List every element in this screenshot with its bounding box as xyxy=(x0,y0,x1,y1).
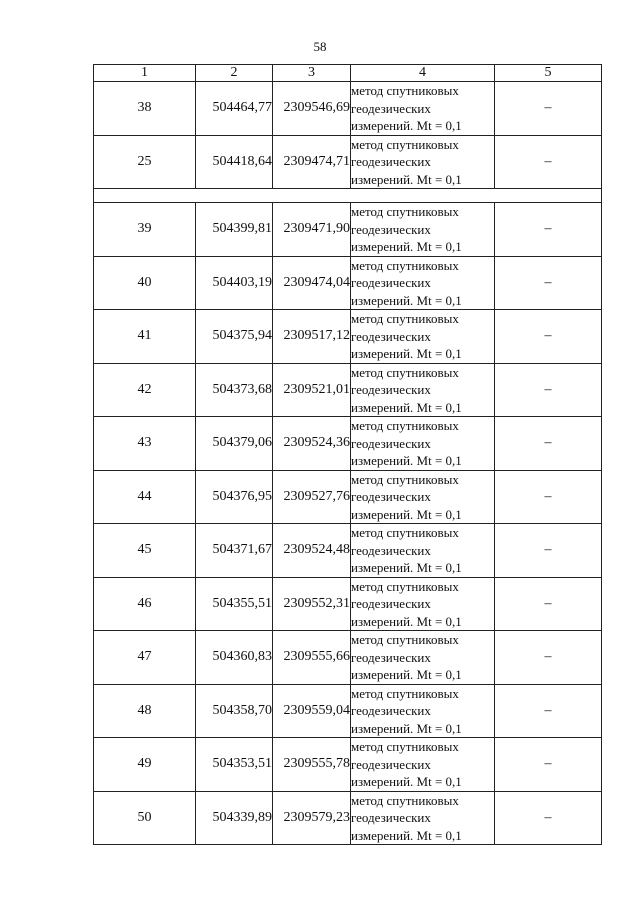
column5-cell: – xyxy=(495,470,602,524)
x-coordinate-cell: 504379,06 xyxy=(196,417,273,471)
method-cell: метод спутниковых геодезических измерений. Mt = 0,1 xyxy=(351,417,495,471)
x-coordinate-cell: 504418,64 xyxy=(196,135,273,189)
column5-cell: – xyxy=(495,256,602,310)
column5-cell: – xyxy=(495,631,602,685)
x-coordinate-cell: 504358,70 xyxy=(196,684,273,738)
y-coordinate-cell: 2309559,04 xyxy=(273,684,351,738)
table-row xyxy=(94,470,602,524)
point-number-cell: 40 xyxy=(94,256,196,310)
y-coordinate-cell: 2309471,90 xyxy=(273,203,351,257)
method-cell: метод спутниковых геодезических измерений. Mt = 0,1 xyxy=(351,791,495,845)
column5-cell: – xyxy=(495,684,602,738)
table-row xyxy=(94,363,602,417)
table-row xyxy=(94,738,602,792)
header-cell: 1 xyxy=(94,65,196,82)
point-number-cell: 42 xyxy=(94,363,196,417)
table-row xyxy=(94,135,602,189)
x-coordinate-cell: 504371,67 xyxy=(196,524,273,578)
y-coordinate-cell: 2309524,48 xyxy=(273,524,351,578)
page-number: 58 xyxy=(313,39,327,54)
table-row xyxy=(94,577,602,631)
y-coordinate-cell: 2309546,69 xyxy=(273,82,351,136)
y-coordinate-cell: 2309517,12 xyxy=(273,310,351,364)
column5-cell: – xyxy=(495,310,602,364)
y-coordinate-cell: 2309552,31 xyxy=(273,577,351,631)
y-coordinate-cell: 2309521,01 xyxy=(273,363,351,417)
table-row xyxy=(94,417,602,471)
x-coordinate-cell: 504464,77 xyxy=(196,82,273,136)
point-number-cell: 48 xyxy=(94,684,196,738)
x-coordinate-cell: 504339,89 xyxy=(196,791,273,845)
point-number-cell: 45 xyxy=(94,524,196,578)
table-row xyxy=(94,310,602,364)
table-row xyxy=(94,203,602,257)
y-coordinate-cell: 2309524,36 xyxy=(273,417,351,471)
method-cell: метод спутниковых геодезических измерений. Mt = 0,1 xyxy=(351,310,495,364)
column5-cell: – xyxy=(495,524,602,578)
method-cell: метод спутниковых геодезических измерений. Mt = 0,1 xyxy=(351,738,495,792)
point-number-cell: 47 xyxy=(94,631,196,685)
table-row xyxy=(94,791,602,845)
point-number-cell: 49 xyxy=(94,738,196,792)
coordinates-table xyxy=(93,64,602,845)
header-cell: 3 xyxy=(273,65,351,82)
point-number-cell: 46 xyxy=(94,577,196,631)
y-coordinate-cell: 2309474,04 xyxy=(273,256,351,310)
table-row xyxy=(94,684,602,738)
point-number-cell: 39 xyxy=(94,203,196,257)
header-cell: 4 xyxy=(351,65,495,82)
table-row xyxy=(94,631,602,685)
method-cell: метод спутниковых геодезических измерений. Mt = 0,1 xyxy=(351,363,495,417)
point-number-cell: 44 xyxy=(94,470,196,524)
method-cell: метод спутниковых геодезических измерений. Mt = 0,1 xyxy=(351,631,495,685)
column5-cell: – xyxy=(495,82,602,136)
x-coordinate-cell: 504373,68 xyxy=(196,363,273,417)
column5-cell: – xyxy=(495,791,602,845)
method-cell: метод спутниковых геодезических измерений. Mt = 0,1 xyxy=(351,135,495,189)
column5-cell: – xyxy=(495,135,602,189)
method-cell: метод спутниковых геодезических измерений. Mt = 0,1 xyxy=(351,684,495,738)
separator-cell xyxy=(94,189,602,203)
y-coordinate-cell: 2309527,76 xyxy=(273,470,351,524)
column5-cell: – xyxy=(495,577,602,631)
point-number-cell: 41 xyxy=(94,310,196,364)
header-row xyxy=(94,65,602,82)
point-number-cell: 38 xyxy=(94,82,196,136)
column5-cell: – xyxy=(495,363,602,417)
column5-cell: – xyxy=(495,203,602,257)
method-cell: метод спутниковых геодезических измерений. Mt = 0,1 xyxy=(351,524,495,578)
point-number-cell: 50 xyxy=(94,791,196,845)
table-row xyxy=(94,524,602,578)
separator-row xyxy=(94,189,602,203)
x-coordinate-cell: 504399,81 xyxy=(196,203,273,257)
point-number-cell: 25 xyxy=(94,135,196,189)
header-cell: 5 xyxy=(495,65,602,82)
method-cell: метод спутниковых геодезических измерений. Mt = 0,1 xyxy=(351,470,495,524)
y-coordinate-cell: 2309474,71 xyxy=(273,135,351,189)
y-coordinate-cell: 2309555,66 xyxy=(273,631,351,685)
x-coordinate-cell: 504376,95 xyxy=(196,470,273,524)
x-coordinate-cell: 504360,83 xyxy=(196,631,273,685)
x-coordinate-cell: 504375,94 xyxy=(196,310,273,364)
y-coordinate-cell: 2309579,23 xyxy=(273,791,351,845)
y-coordinate-cell: 2309555,78 xyxy=(273,738,351,792)
header-cell: 2 xyxy=(196,65,273,82)
method-cell: метод спутниковых геодезических измерений. Mt = 0,1 xyxy=(351,82,495,136)
column5-cell: – xyxy=(495,738,602,792)
x-coordinate-cell: 504355,51 xyxy=(196,577,273,631)
method-cell: метод спутниковых геодезических измерений. Mt = 0,1 xyxy=(351,256,495,310)
x-coordinate-cell: 504403,19 xyxy=(196,256,273,310)
method-cell: метод спутниковых геодезических измерений. Mt = 0,1 xyxy=(351,203,495,257)
table-row xyxy=(94,82,602,136)
method-cell: метод спутниковых геодезических измерений. Mt = 0,1 xyxy=(351,577,495,631)
column5-cell: – xyxy=(495,417,602,471)
x-coordinate-cell: 504353,51 xyxy=(196,738,273,792)
point-number-cell: 43 xyxy=(94,417,196,471)
table-row xyxy=(94,256,602,310)
